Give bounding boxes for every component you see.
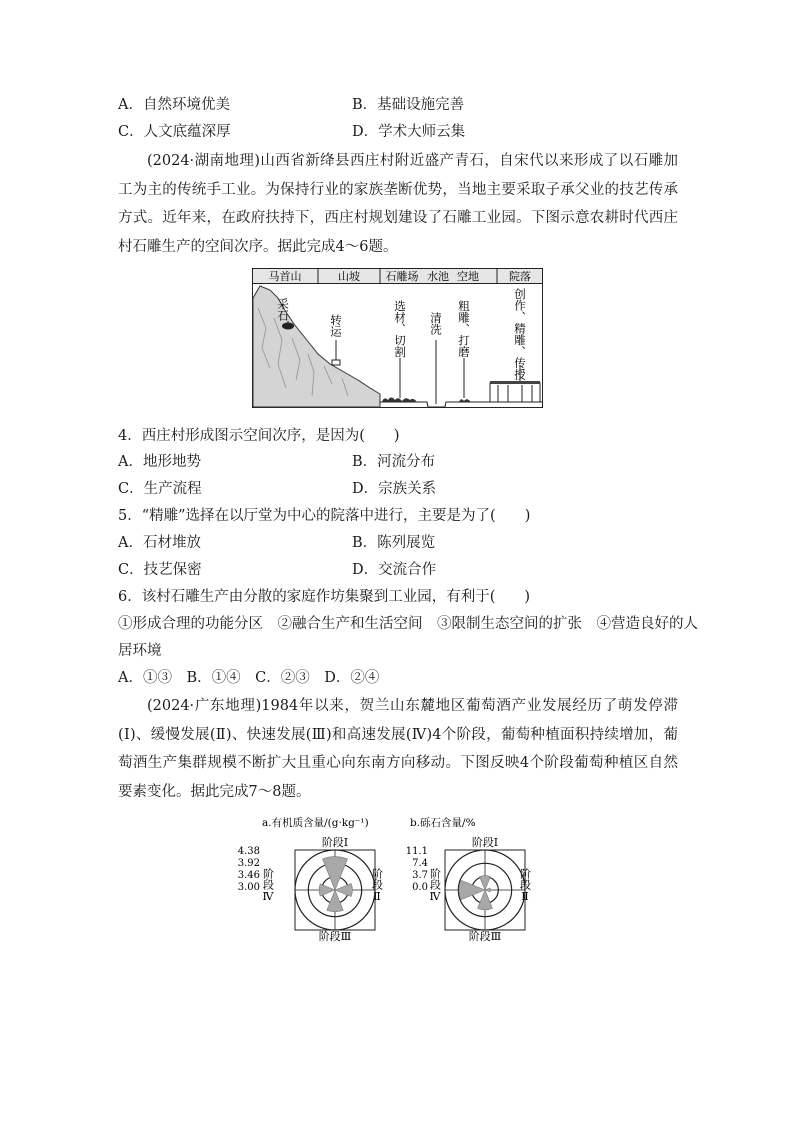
- label-create: 创作、精雕、传授: [513, 288, 527, 380]
- header-yuanluo: 院落: [509, 270, 531, 283]
- chart-b-title: b.砾石含量/%: [410, 817, 476, 829]
- chart-a-stage-3: 阶段Ⅲ: [318, 930, 352, 943]
- q3-option-a: A．自然环境优美: [118, 97, 230, 113]
- q6-options: A．①③ B．①④ C．②③ D．②④: [118, 670, 380, 686]
- q4-option-c: C．生产流程: [118, 481, 202, 497]
- transport-cart: [332, 360, 340, 365]
- q5-option-a: A．石材堆放: [118, 535, 201, 551]
- header-mashoushan: 马首山: [268, 270, 302, 283]
- chart-a-tick-3: 3.00: [237, 882, 260, 893]
- q4-option-b: B．河流分布: [352, 454, 436, 470]
- label-transport: 转运: [329, 314, 343, 337]
- chart-b-wedge-stage-1: [480, 876, 491, 890]
- chart-b-stage-2: 阶段Ⅱ: [518, 868, 532, 903]
- q5-option-b: B．陈列展览: [352, 535, 436, 551]
- chart-b-tick-1: 7.4: [412, 858, 428, 869]
- chart-b-wedge-stage-3: [478, 890, 493, 910]
- chart-a-stage-1: 阶段Ⅰ: [321, 836, 349, 849]
- header-shuichi: 水池: [427, 270, 449, 283]
- chart-b-stage-4: 阶段Ⅳ: [428, 868, 442, 903]
- chart-a-stage-4: 阶段Ⅳ: [261, 868, 275, 903]
- chart-a-wedge-stage-3: [327, 890, 343, 912]
- ground-line: [380, 402, 542, 407]
- chart-a-tick-1: 3.92: [237, 858, 260, 869]
- organic-matter-polar-chart: [237, 812, 400, 944]
- q4-option-a: A．地形地势: [118, 454, 201, 470]
- q4-option-d: D．宗族关系: [352, 481, 437, 497]
- q3-option-b: B．基础设施完善: [352, 97, 465, 113]
- chart-b-tick-3: 0.0: [412, 882, 428, 893]
- chart-b-stage-3: 阶段Ⅲ: [468, 930, 502, 943]
- mountain-slope: [253, 286, 380, 407]
- stone-carving-diagram: [252, 268, 544, 410]
- q6-items-line2: 居环境: [118, 643, 162, 659]
- chart-a-tick-0: 4.38: [237, 846, 260, 857]
- passage-2: (2024·广东地理)1984年以来，贺兰山东麓地区葡萄酒产业发展经历了萌发停滞(Ⅰ)、缓慢发展(Ⅱ)、快速发展(Ⅲ)和高速发展(Ⅳ)4个阶段，葡萄种植面积持续增加，葡萄酒生产集群规模不断扩大且重心向东南方向移动。下图反映4个阶段葡萄种植区自然要素变化。据此完成7～8题。: [118, 698, 678, 800]
- q3-option-d: D．学术大师云集: [352, 124, 466, 140]
- label-select: 选材、切割: [393, 300, 407, 358]
- chart-a-tick-2: 3.46: [237, 870, 260, 881]
- chart-a-wedge-stage-1: [323, 857, 348, 890]
- q5-stem: 5．“精雕”选择在以厅堂为中心的院落中进行，主要是为了( ): [118, 508, 531, 524]
- quarry-rock: [282, 323, 294, 330]
- label-wash: 清洗: [429, 312, 443, 335]
- header-shanpo: 山坡: [338, 270, 360, 283]
- passage-1: (2024·湖南地理)山西省新绛县西庄村附近盛产青石，自宋代以来形成了以石雕加工为主的传统手工业。为保持行业的家族垄断优势，当地主要采取子承父业的技艺传承方式。近年来，在政府扶持下，西庄村规划建设了石雕工业园。下图示意农耕时代西庄村石雕生产的空间次序。据此完成4～6题。: [118, 153, 678, 255]
- q6-stem: 6．该村石雕生产由分散的家庭作坊集聚到工业园，有利于( ): [118, 589, 531, 605]
- q5-option-d: D．交流合作: [352, 562, 437, 578]
- q6-items-line1: ①形成合理的功能分区 ②融合生产和生活空间 ③限制生态空间的扩张 ④营造良好的人: [118, 616, 698, 632]
- chart-b-stage-1: 阶段Ⅰ: [471, 836, 499, 849]
- q5-option-c: C．技艺保密: [118, 562, 202, 578]
- chart-a-title: a.有机质含量/(g·kg⁻¹): [262, 817, 369, 829]
- header-kongdi: 空地: [457, 270, 479, 283]
- gravel-content-polar-chart: [400, 812, 560, 944]
- chart-b-wedge-stage-4: [459, 880, 485, 899]
- chart-b-tick-0: 11.1: [405, 846, 428, 857]
- q4-stem: 4．西庄村形成图示空间次序，是因为( ): [118, 428, 400, 444]
- header-shidiaochang: 石雕场: [385, 270, 419, 283]
- label-carve: 粗雕、打磨: [457, 300, 471, 358]
- label-quarry: 采石: [276, 298, 290, 321]
- chart-b-tick-2: 3.7: [412, 870, 428, 881]
- chart-a-wedge-stage-4: [319, 884, 335, 896]
- chart-a-wedge-stage-2: [335, 883, 352, 896]
- q3-option-c: C．人文底蕴深厚: [118, 124, 231, 140]
- chart-a-stage-2: 阶段Ⅱ: [370, 868, 384, 903]
